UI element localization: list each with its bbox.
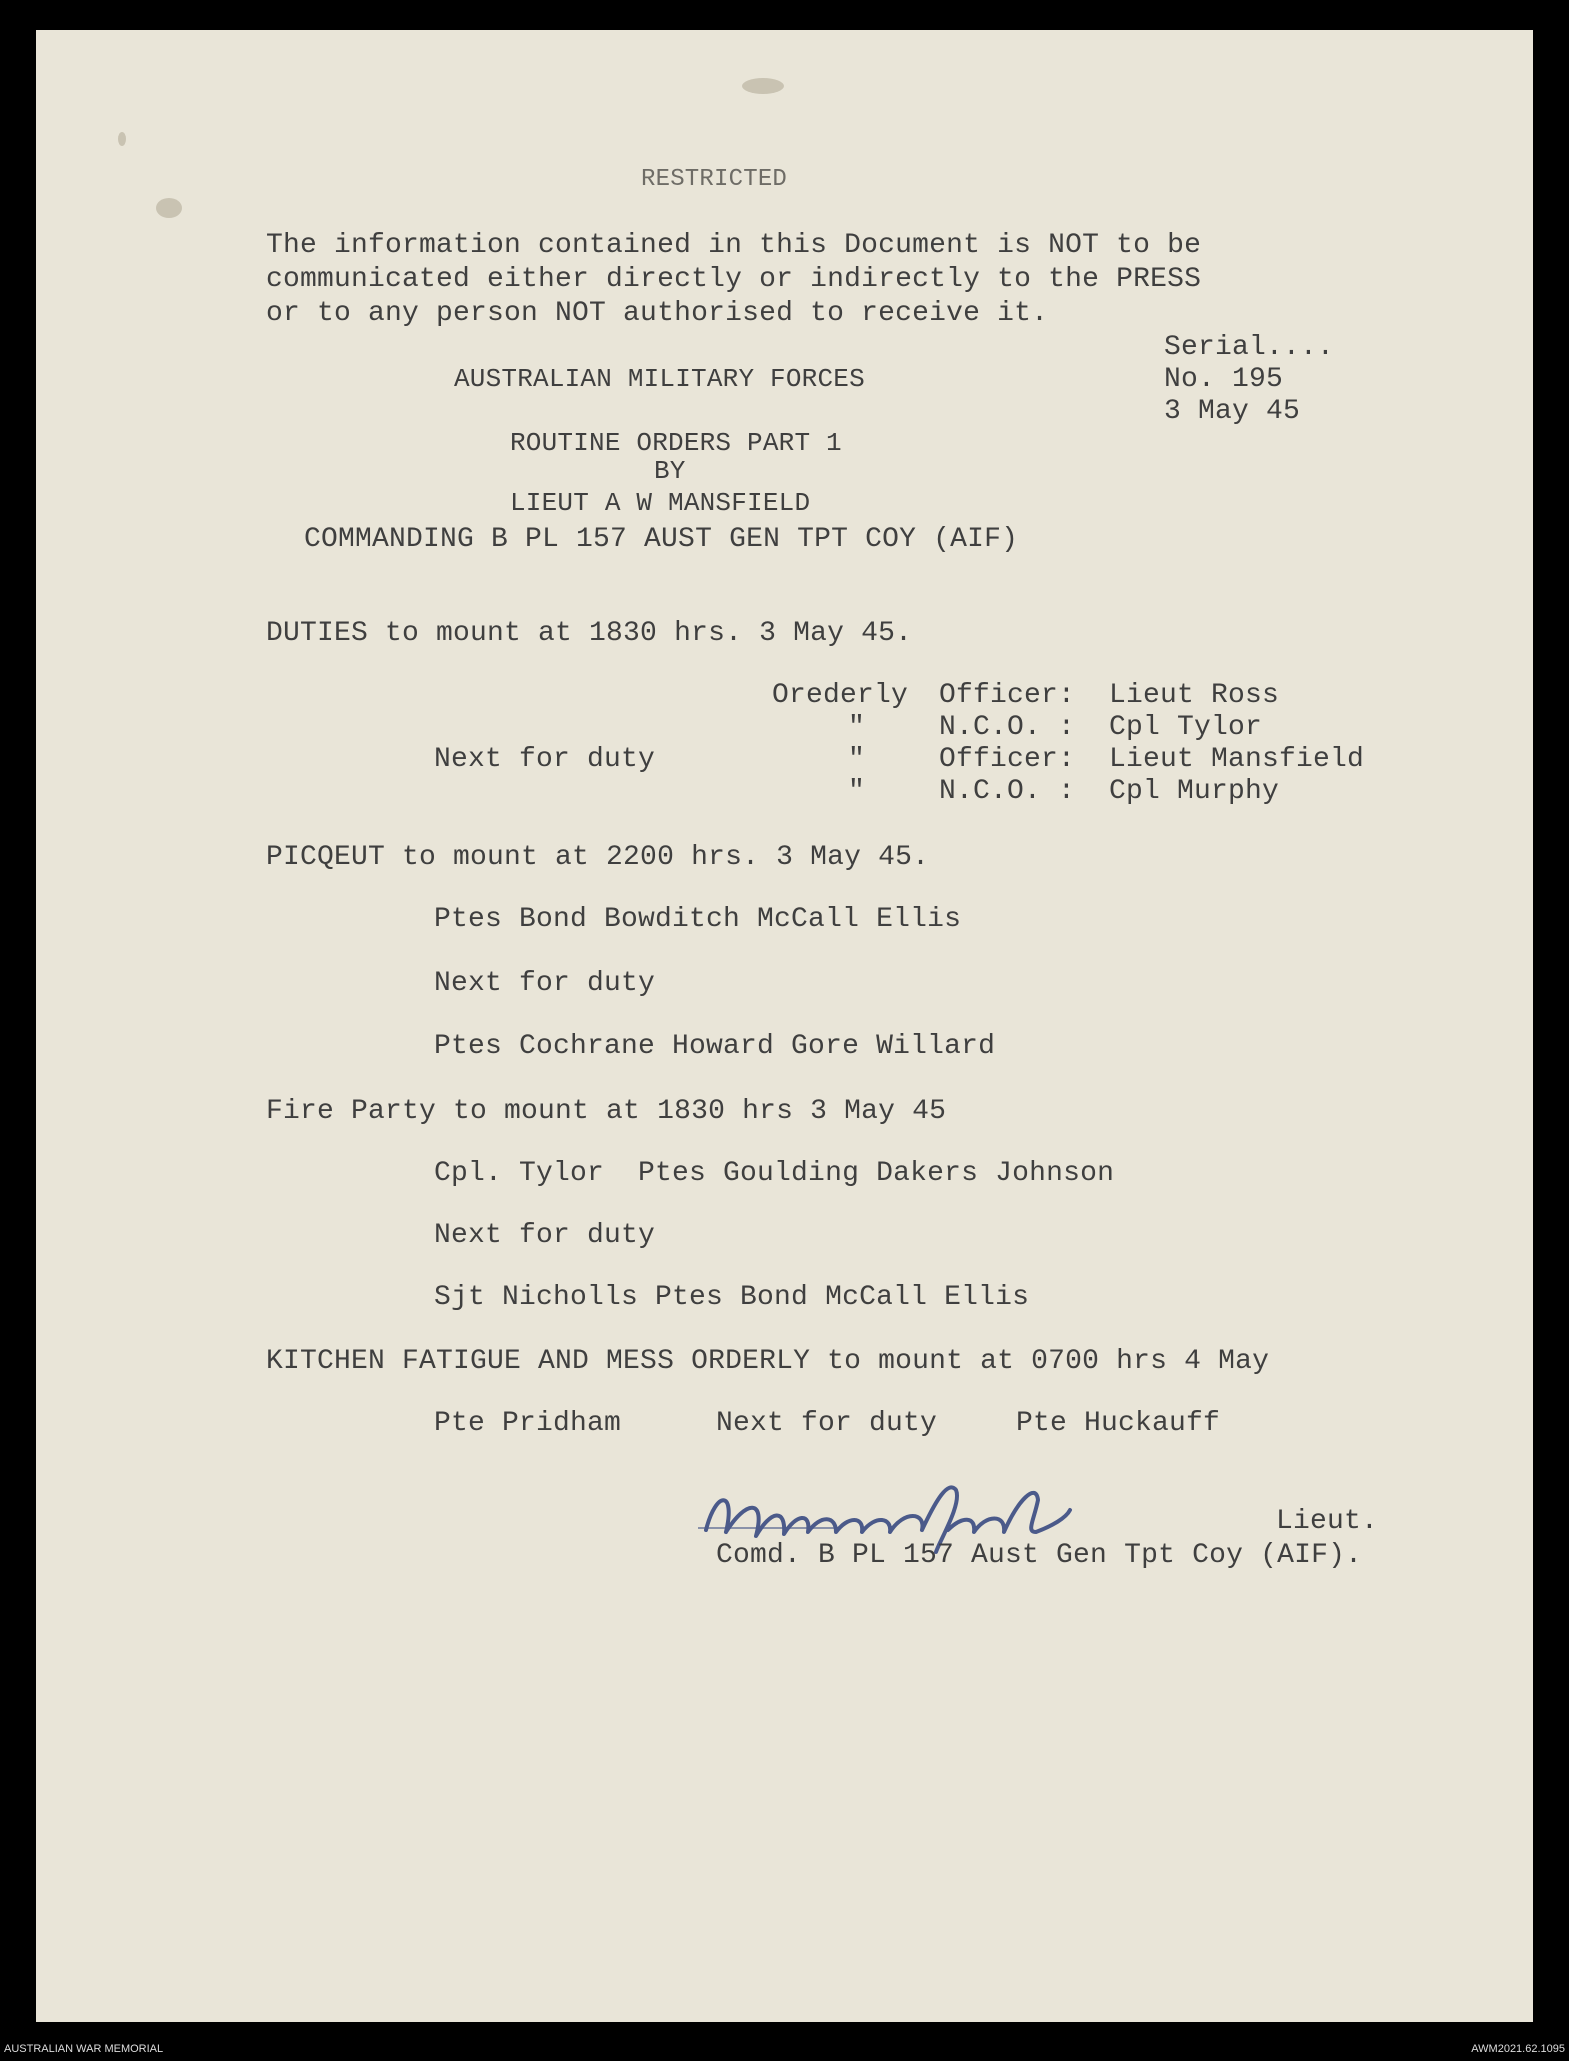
serial-label: Serial.... — [1164, 332, 1335, 363]
duties-row-3-ditto: " — [848, 744, 866, 775]
duties-row-2-ditto: " — [848, 712, 866, 743]
duties-row-1-ditto: Orederly — [772, 680, 909, 711]
staple-mark — [742, 78, 784, 94]
fire-party-heading: Fire Party to mount at 1830 hrs 3 May 45 — [266, 1096, 947, 1127]
duties-row-1-name: Lieut Ross — [1109, 680, 1280, 711]
picquet-next-label: Next for duty — [434, 968, 656, 999]
notice-line-1: The information contained in this Document is NOT to be — [266, 230, 1202, 261]
header-by: BY — [654, 456, 686, 486]
signature-title: Comd. B PL 157 Aust Gen Tpt Coy (AIF). — [716, 1540, 1363, 1571]
duties-heading: DUTIES to mount at 1830 hrs. 3 May 45. — [266, 618, 913, 649]
duties-row-4-name: Cpl Murphy — [1109, 776, 1280, 807]
pin-hole-mark-small — [118, 132, 126, 146]
duties-row-2-role: N.C.O. : — [939, 712, 1076, 743]
picquet-heading: PICQEUT to mount at 2200 hrs. 3 May 45. — [266, 842, 930, 873]
duties-row-1-role: Officer: — [939, 680, 1076, 711]
fire-party-next: Sjt Nicholls Ptes Bond McCall Ellis — [434, 1282, 1030, 1313]
picquet-next: Ptes Cochrane Howard Gore Willard — [434, 1031, 996, 1062]
pin-hole-mark — [156, 198, 182, 218]
document-page — [36, 30, 1533, 2022]
duties-row-4-role: N.C.O. : — [939, 776, 1076, 807]
kitchen-next-label: Next for duty — [716, 1408, 938, 1439]
header-officer: LIEUT A W MANSFIELD — [510, 488, 811, 518]
duties-next-label: Next for duty — [434, 744, 656, 775]
notice-line-2: communicated either directly or indirectly to the PRESS — [266, 264, 1202, 295]
kitchen-next: Pte Huckauff — [1016, 1408, 1221, 1439]
notice-line-3: or to any person NOT authorised to receive it. — [266, 298, 1049, 329]
kitchen-current: Pte Pridham — [434, 1408, 622, 1439]
duties-row-4-ditto: " — [848, 776, 866, 807]
duties-row-3-role: Officer: — [939, 744, 1076, 775]
classification-label: RESTRICTED — [641, 166, 788, 193]
serial-date: 3 May 45 — [1164, 396, 1301, 427]
header-orders: ROUTINE ORDERS PART 1 — [510, 428, 842, 458]
signature-rank: Lieut. — [1276, 1506, 1379, 1537]
duties-row-3-name: Lieut Mansfield — [1109, 744, 1365, 775]
footer-accession: AWM2021.62.1095 — [1471, 2043, 1565, 2055]
duties-row-2-name: Cpl Tylor — [1109, 712, 1263, 743]
header-command: COMMANDING B PL 157 AUST GEN TPT COY (AIF) — [304, 524, 1019, 555]
kitchen-heading: KITCHEN FATIGUE AND MESS ORDERLY to mount at 0700 hrs 4 May — [266, 1346, 1270, 1377]
serial-number: No. 195 — [1164, 364, 1284, 395]
fire-party-next-label: Next for duty — [434, 1220, 656, 1251]
picquet-current: Ptes Bond Bowditch McCall Ellis — [434, 904, 962, 935]
footer-source: AUSTRALIAN WAR MEMORIAL — [4, 2043, 164, 2055]
header-forces: AUSTRALIAN MILITARY FORCES — [454, 364, 865, 394]
fire-party-current: Cpl. Tylor Ptes Goulding Dakers Johnson — [434, 1158, 1115, 1189]
